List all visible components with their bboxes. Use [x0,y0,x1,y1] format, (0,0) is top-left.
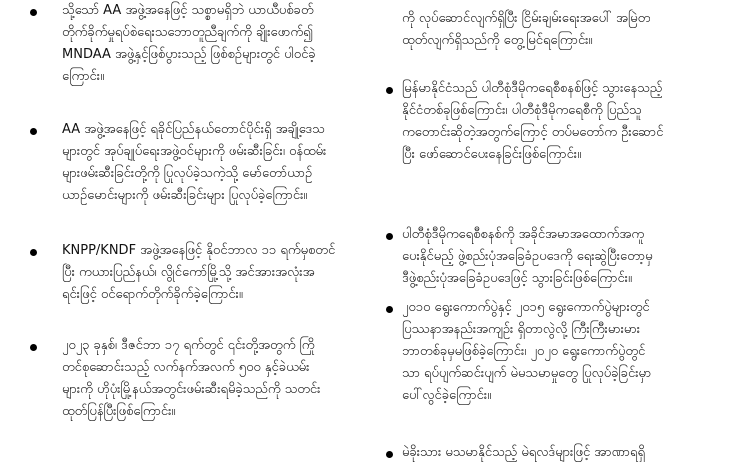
text-line: KNPP/KNDF အဖွဲ့အနေဖြင့် နိုဝင်ဘာလ ၁၁ ရက်မှစတင် [62,243,336,258]
text-line: ပေးနိုင်မည့် ဖွဲ့စည်းပုံအခြေခံဥပဒေကို ရေးဆွဲပြီးတော့မှ [402,249,653,264]
text-line: ကို လုပ်ဆောင်လျက်ရှိပြီး ငြိမ်းချမ်းရေးအပေါ် အမြဲတ [402,11,651,26]
bullet-icon [386,233,393,240]
text-line: ၂၀၂၃ ခုနှစ်၊ ဒီဇင်ဘာ ၁၇ ရက်တွင် ၎င်းတို့အတွက် ကြို [62,338,315,353]
text-line: များတွင် အုပ်ချုပ်ရေးအဖွဲ့ဝင်များကို ဖမ်းဆီးခြင်း၊ ဝန်ထမ်း [62,144,327,159]
text-line: ကြောင်း။ [62,69,105,84]
paragraph [62,240,335,306]
text-line: AA အဖွဲ့အနေဖြင့် ရခိုင်ပြည်နယ်တောင်ပိုင်းရှိ အချို့ဒေသ [62,122,325,137]
paragraph [62,335,320,423]
bullet-icon [386,87,393,94]
text-line: ပြီး ဖော်ဆောင်ပေးနေခြင်းဖြစ်ကြောင်း။ [402,147,582,162]
text-line: ဒီဖွဲ့စည်းပုံအခြေခံဥပဒေဖြင့် သွားခြင်းဖြစ်ကြောင်း။ [402,271,632,286]
text-line: ၂၀၁၀ ရွေးကောက်ပွဲနှင့် ၂၀၁၅ ရွေးကောက်ပွဲများတွင် [402,300,650,315]
text-line: သို့သော် AA အဖွဲ့အနေဖြင့် သစ္စာမရှိဘဲ ယာယီပစ်ခတ် [62,3,314,18]
bullet-icon [30,9,37,16]
text-line: သာ ရပ်ပျက်ဆင်းပျက် မဲမသမာမှုတွေ ပြုလုပ်ခဲ့ခြင်းမှာ [402,366,652,381]
paragraph [402,224,653,290]
text-line: ပြီး ကယားပြည်နယ်၊ လွိုင်ကော်မြို့သို့ အင်အားအလုံးအ [62,265,315,280]
text-line: ပြဿနာအနည်းအကျဉ်း ရှိတာလွဲလို့ ကြီးကြီးမားမား [402,322,640,337]
text-line: မဲခိုးသား မသမာနိုင်သည့် မဲရလဒ်များဖြင့် အာဏာရရှိ [402,445,645,460]
bullet-icon [386,451,393,458]
bullet-icon [30,344,37,351]
text-line: MNDAA အဖွဲ့နှင့်ဖြစ်ပွားသည့် ဖြစ်စဉ်များတွင် ပါဝင်ခဲ့ [62,47,316,62]
paragraph [62,119,326,207]
paragraph [402,8,650,52]
text-line: ပါတီစုံဒီမိုကရေစီစနစ်ကို အခိုင်အမာအထောက်အကူ [402,227,645,242]
paragraph [402,442,645,464]
bullet-icon [30,249,37,256]
bullet-icon [386,306,393,313]
bullet-icon [30,128,37,135]
paragraph [402,297,651,407]
text-line: ယာဉ်မောင်းများကို ဖမ်းဆီးခြင်းများ ပြုလုပ်ခဲ့ကြောင်း။ [62,188,308,203]
text-line: တိုက်ခိုက်မှုရပ်စဲရေးသဘောတူညီချက်ကို ချိုးဖောက်၍ [62,25,313,40]
text-line: ရင်းဖြင့် ဝင်ရောက်တိုက်ခိုက်ခဲ့ကြောင်း။ [62,287,243,302]
text-line: ဘာတစ်ခုမှမဖြစ်ခဲ့ကြောင်း၊ ၂၀၂၀ ရွေးကောက်ပွဲတွင် [402,344,646,359]
paragraph [402,78,663,166]
text-line: ပေါ်လွင်ခဲ့ကြောင်း။ [402,388,492,403]
text-line: တင်စုဆောင်းသည့် လက်နက်အလက် ၅၀၀ နှင့်ခဲယမ်း [62,360,310,375]
text-line: နိုင်ငံတစ်ခုဖြစ်ကြောင်း၊ ပါတီစုံဒီမိုကရေစီကို ပြည်သူ [402,103,642,118]
text-line: ထုတ်လျက်ရှိသည်ကို တွေ့မြင်ရကြောင်း။ [402,33,593,48]
text-line: ကတောင်းဆိုတဲ့အတွက်ကြောင့် တပ်မတော်က ဦးဆောင် [402,125,664,140]
text-line: မြန်မာနိုင်ငံသည် ပါတီစုံဒီမိုကရေစီစနစ်ဖြင့် သွားနေသည့် [402,81,663,96]
paragraph [62,0,316,88]
text-line: များဖမ်းဆီးခြင်းတို့ကို ပြုလုပ်ခဲ့သကဲ့သို့ မော်တော်ယာဉ် [62,166,313,181]
text-line: ထုတ်ပြန်ပြီးဖြစ်ကြောင်း။ [62,404,176,419]
text-line: များကို ဟိုပုံးမြို့နယ်အတွင်းဖမ်းဆီးရမိခဲ့သည်ကို သတင်း [62,382,321,397]
